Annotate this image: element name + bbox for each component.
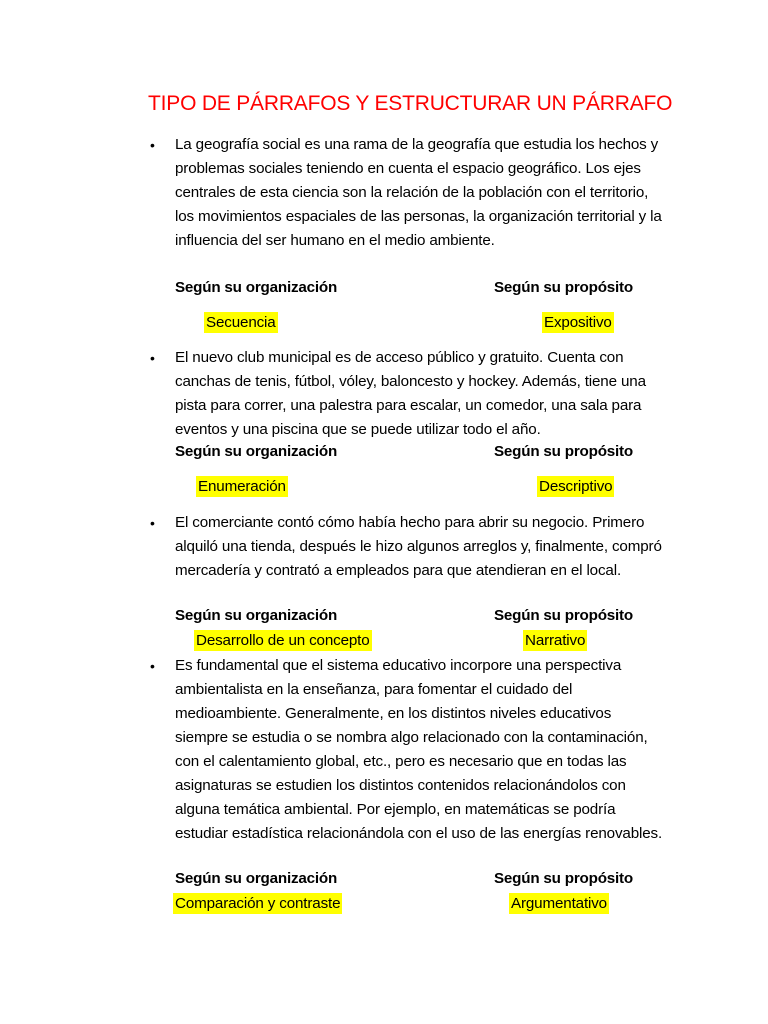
organization-answer: Enumeración: [198, 478, 286, 495]
organization-answer: Secuencia: [206, 314, 276, 331]
bullet-marker: •: [150, 658, 155, 674]
bullet-marker: •: [150, 515, 155, 531]
bullet-marker: •: [150, 350, 155, 366]
bullet-marker: •: [150, 137, 155, 153]
purpose-label: Según su propósito: [494, 870, 633, 887]
purpose-label: Según su propósito: [494, 443, 633, 460]
organization-label: Según su organización: [175, 870, 338, 887]
purpose-answer: Argumentativo: [511, 895, 607, 912]
purpose-answer: Descriptivo: [539, 478, 613, 495]
organization-answer: Comparación y contraste: [175, 895, 341, 912]
purpose-answer: Expositivo: [544, 314, 612, 331]
organization-answer: Desarrollo de un concepto: [196, 632, 370, 649]
organization-label: Según su organización: [175, 443, 338, 460]
paragraph-text: El comerciante contó cómo había hecho para abrir su negocio. Primero alquiló una tienda, después le hizo algunos arreglos y, finalmente, compró mercadería y contrató a empleados para que atendieran en el local.: [175, 514, 662, 579]
organization-label: Según su organización: [175, 279, 338, 296]
purpose-label: Según su propósito: [494, 279, 633, 296]
paragraph-text: La geografía social es una rama de la geografía que estudia los hechos y problemas sociales teniendo en cuenta el espacio geográfico. Los ejes centrales de esta ciencia son la relación de la población con el territorio, los movimientos espaciales de las personas, la organización territorial y la influencia del ser humano en el medio ambiente.: [175, 136, 662, 249]
paragraph-text: El nuevo club municipal es de acceso público y gratuito. Cuenta con canchas de tenis, fútbol, vóley, baloncesto y hockey. Además, tiene una pista para correr, una palestra para escalar, un comedor, una sala para eventos y una piscina que se puede utilizar todo el año.: [175, 349, 646, 438]
purpose-label: Según su propósito: [494, 607, 633, 624]
paragraph-text: Es fundamental que el sistema educativo incorpore una perspectiva ambientalista en la enseñanza, para fomentar el cuidado del medioambiente. Generalmente, en los distintos niveles educativos siempre se estudia o se nombra algo relacionado con la contaminación, con el calentamiento global, etc., pero es necesario que en todas las asignaturas se estudien los distintos contenidos relacionándolos con alguna temática ambiental. Por ejemplo, en matemáticas se podría estudiar estadística relacionándola con el uso de las energías renovables.: [175, 657, 663, 842]
page-title: TIPO DE PÁRRAFOS Y ESTRUCTURAR UN PÁRRAFO: [148, 92, 673, 115]
purpose-answer: Narrativo: [525, 632, 586, 649]
organization-label: Según su organización: [175, 607, 338, 624]
